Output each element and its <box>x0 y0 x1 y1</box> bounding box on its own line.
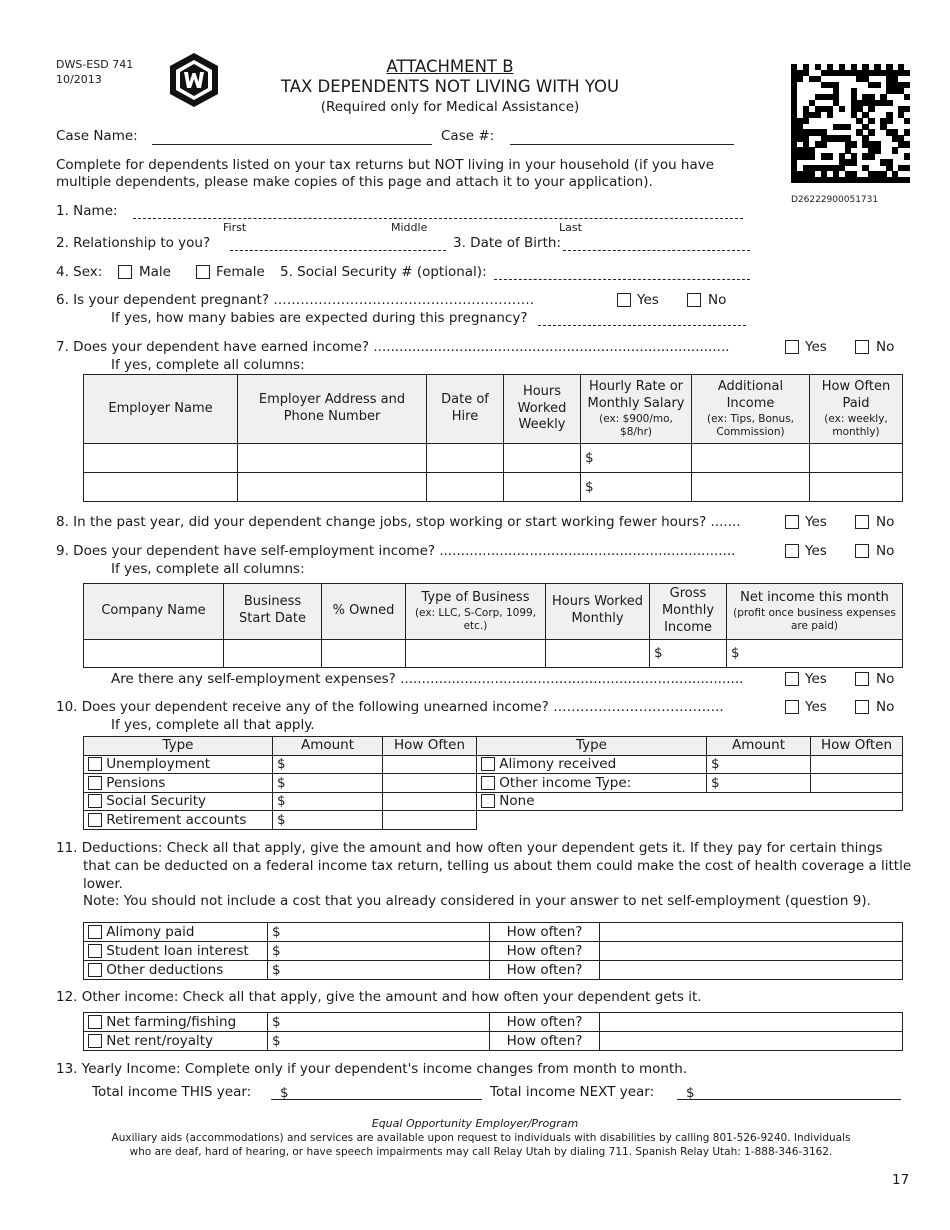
table-cell[interactable] <box>810 444 903 473</box>
retirement-checkbox[interactable] <box>88 813 102 827</box>
table-row <box>84 961 903 980</box>
table-cell[interactable] <box>238 473 427 502</box>
alimony-received-amount[interactable]: $ <box>707 755 811 774</box>
how-often-header: How Often <box>383 737 477 756</box>
percent-owned-header: % Owned <box>322 584 406 640</box>
date-of-hire-header: Date of Hire <box>427 375 504 444</box>
pensions-checkbox[interactable] <box>88 776 102 790</box>
net-income-header: Net income this month (profit once business expenses are paid) <box>727 584 903 640</box>
earned-income-yes-label: Yes <box>805 339 827 355</box>
retirement-often[interactable] <box>383 811 477 830</box>
pensions-often[interactable] <box>383 774 477 793</box>
net-rent-checkbox[interactable] <box>88 1034 102 1048</box>
case-number-field[interactable] <box>510 131 734 145</box>
page-note: (Required only for Medical Assistance) <box>320 99 580 115</box>
q1-label: 1. Name: <box>56 203 118 219</box>
unearned-no-label: No <box>876 699 895 715</box>
retirement-label: Retirement accounts <box>106 811 247 828</box>
alimony-paid-label: Alimony paid <box>106 924 195 940</box>
barcode-icon <box>791 64 910 182</box>
this-year-label: Total income THIS year: <box>92 1084 252 1100</box>
gross-monthly-header: Gross Monthly Income <box>650 584 727 640</box>
student-loan-checkbox[interactable] <box>88 944 102 958</box>
table-cell[interactable] <box>84 639 224 667</box>
table-row <box>477 792 903 811</box>
intro-line-1: Complete for dependents listed on your tax returns but NOT living in your household (if you have <box>56 157 715 173</box>
unearned-yes-checkbox[interactable] <box>785 700 799 714</box>
other-deductions-often[interactable] <box>600 961 903 980</box>
student-loan-often[interactable] <box>600 942 903 961</box>
sex-female-checkbox[interactable] <box>196 265 210 279</box>
unearned-income-table-left <box>83 736 477 830</box>
page-subtitle: TAX DEPENDENTS NOT LIVING WITH YOU <box>280 77 620 96</box>
q11-label: 11. Deductions: <box>56 840 163 856</box>
table-cell[interactable] <box>692 444 810 473</box>
other-income-table <box>83 1012 903 1051</box>
pensions-amount[interactable]: $ <box>273 774 383 793</box>
deductions-table <box>83 922 903 980</box>
type-header: Type <box>477 737 707 756</box>
other-deductions-amount[interactable]: $ <box>268 961 490 980</box>
page-title: ATTACHMENT B <box>386 57 514 76</box>
amount-header: Amount <box>707 737 811 756</box>
business-start-header: Business Start Date <box>224 584 322 640</box>
self-employment-yes-checkbox[interactable] <box>785 544 799 558</box>
table-cell[interactable] <box>322 639 406 667</box>
table-cell[interactable]: $ <box>727 639 903 667</box>
pensions-label: Pensions <box>106 774 166 791</box>
table-row <box>477 774 903 793</box>
table-row <box>84 444 903 473</box>
ssn-label: 5. Social Security # (optional): <box>280 264 487 280</box>
student-loan-amount[interactable]: $ <box>268 942 490 961</box>
q11-text-line-1: 11. Deductions: Check all that apply, give the amount and how often your dependent gets it. If they pay for certain things <box>56 840 883 856</box>
q11-text-line-2: that can be deducted on a federal income tax return, telling us about them could make the cost of health coverage a little <box>83 858 912 874</box>
table-cell[interactable]: $ <box>581 473 692 502</box>
alimony-paid-often[interactable] <box>600 923 903 942</box>
form-id: DWS-ESD 741 <box>56 58 134 71</box>
q6-followup-label: If yes, how many babies are expected during this pregnancy? <box>111 310 528 326</box>
self-employment-table <box>83 583 903 668</box>
q13-text: 13. Yearly Income: Complete only if your dependent's income changes from month to month. <box>56 1061 688 1077</box>
alimony-paid-checkbox[interactable] <box>88 925 102 939</box>
pregnant-yes-label: Yes <box>637 292 659 308</box>
table-cell[interactable] <box>692 473 810 502</box>
first-name-caption: First <box>223 221 247 234</box>
table-cell[interactable]: $ <box>650 639 727 667</box>
additional-income-header: Additional Income (ex: Tips, Bonus, Commission) <box>692 375 810 444</box>
table-cell[interactable] <box>546 639 650 667</box>
table-row <box>84 755 477 774</box>
unearned-income-table-right <box>476 736 903 811</box>
table-row <box>84 1032 903 1051</box>
type-header: Type <box>84 737 273 756</box>
dob-label: 3. Date of Birth: <box>453 235 561 251</box>
case-name-field[interactable] <box>152 131 432 145</box>
next-year-label: Total income NEXT year: <box>490 1084 655 1100</box>
none-label: None <box>499 793 535 810</box>
other-income-often[interactable] <box>811 774 903 793</box>
how-often-label: How often? <box>490 1032 600 1051</box>
alimony-paid-amount[interactable]: $ <box>268 923 490 942</box>
ssn-field[interactable] <box>494 266 750 280</box>
case-name-label: Case Name: <box>56 128 138 144</box>
footer-line-2: who are deaf, hard of hearing, or have speech impairments may call Relay Utah by dialing 711. Spanish Relay Utah: 1-888-346-3162. <box>129 1146 833 1158</box>
table-row <box>84 639 903 667</box>
table-cell[interactable] <box>504 444 581 473</box>
alimony-received-checkbox[interactable] <box>481 757 495 771</box>
other-deductions-checkbox[interactable] <box>88 963 102 977</box>
sex-male-checkbox[interactable] <box>118 265 132 279</box>
table-row <box>84 942 903 961</box>
table-cell[interactable] <box>810 473 903 502</box>
net-rent-label: Net rent/royalty <box>106 1033 214 1049</box>
q4-label: 4. Sex: <box>56 264 103 280</box>
babies-expected-field[interactable] <box>538 312 746 326</box>
pregnant-no-label: No <box>708 292 727 308</box>
social-security-amount[interactable]: $ <box>273 792 383 811</box>
unearned-no-checkbox[interactable] <box>855 700 869 714</box>
middle-name-caption: Middle <box>391 221 428 234</box>
q6-label: 6. Is your dependent pregnant? …………………………………………………. <box>56 292 535 308</box>
dependent-name-field[interactable] <box>133 205 743 219</box>
earned-income-no-checkbox[interactable] <box>855 340 869 354</box>
unemployment-amount[interactable]: $ <box>273 755 383 774</box>
business-type-header: Type of Business (ex: LLC, S-Corp, 1099, etc.) <box>406 584 546 640</box>
q13-label: 13. Yearly Income: <box>56 1061 181 1077</box>
table-row <box>84 923 903 942</box>
how-often-label: How often? <box>490 923 600 942</box>
agency-logo-icon <box>168 52 220 108</box>
net-farming-checkbox[interactable] <box>88 1015 102 1029</box>
amount-header: Amount <box>273 737 383 756</box>
how-often-label: How often? <box>490 942 600 961</box>
hourly-rate-header: Hourly Rate or Monthly Salary (ex: $900/mo, $8/hr) <box>581 375 692 444</box>
next-year-field[interactable]: $ <box>677 1086 901 1100</box>
job-change-yes-label: Yes <box>805 514 827 530</box>
q10-followup-label: If yes, complete all that apply. <box>111 717 315 733</box>
unemployment-checkbox[interactable] <box>88 757 102 771</box>
social-security-checkbox[interactable] <box>88 794 102 808</box>
q7-followup-label: If yes, complete all columns: <box>111 357 305 373</box>
unemployment-often[interactable] <box>383 755 477 774</box>
net-farming-amount[interactable]: $ <box>268 1013 490 1032</box>
other-income-checkbox[interactable] <box>481 776 495 790</box>
how-often-header: How Often <box>811 737 903 756</box>
net-farming-often[interactable] <box>600 1013 903 1032</box>
table-row <box>84 811 477 830</box>
pregnant-no-checkbox[interactable] <box>687 293 701 307</box>
job-change-no-label: No <box>876 514 895 530</box>
table-cell[interactable] <box>504 473 581 502</box>
company-name-header: Company Name <box>84 584 224 640</box>
other-income-label: Other income Type: <box>499 774 632 791</box>
job-change-yes-checkbox[interactable] <box>785 515 799 529</box>
expenses-yes-label: Yes <box>805 671 827 687</box>
barcode-text: D26222900051731 <box>791 195 879 205</box>
this-year-field[interactable]: $ <box>271 1086 482 1100</box>
last-name-caption: Last <box>559 221 582 234</box>
table-row <box>84 792 477 811</box>
pregnant-yes-checkbox[interactable] <box>617 293 631 307</box>
expenses-no-label: No <box>876 671 895 687</box>
how-often-paid-header: How Often Paid (ex: weekly, monthly) <box>810 375 903 444</box>
q9-followup-label: If yes, complete all columns: <box>111 561 305 577</box>
retirement-amount[interactable]: $ <box>273 811 383 830</box>
student-loan-label: Student loan interest <box>106 943 249 959</box>
earned-income-no-label: No <box>876 339 895 355</box>
expenses-yes-checkbox[interactable] <box>785 672 799 686</box>
q10-label: 10. Does your dependent receive any of the following unearned income? ……………………………….. <box>56 699 724 715</box>
q8-label: 8. In the past year, did your dependent change jobs, stop working or start working fewer hours? ....... <box>56 514 741 530</box>
social-security-label: Social Security <box>106 793 207 810</box>
table-cell[interactable] <box>238 444 427 473</box>
table-row <box>84 774 477 793</box>
alimony-received-often[interactable] <box>811 755 903 774</box>
table-cell[interactable] <box>427 444 504 473</box>
sex-male-label: Male <box>139 264 171 280</box>
table-cell[interactable] <box>84 444 238 473</box>
dob-field[interactable] <box>563 237 750 251</box>
footer-line-1: Auxiliary aids (accommodations) and services are available upon request to individuals with disabilities by calling 801-526-9240. Individuals <box>111 1132 851 1144</box>
earned-income-table <box>83 374 903 502</box>
self-employment-no-checkbox[interactable] <box>855 544 869 558</box>
table-cell[interactable] <box>84 473 238 502</box>
net-rent-often[interactable] <box>600 1032 903 1051</box>
hours-monthly-header: Hours Worked Monthly <box>546 584 650 640</box>
table-cell[interactable] <box>224 639 322 667</box>
job-change-no-checkbox[interactable] <box>855 515 869 529</box>
employer-name-header: Employer Name <box>84 375 238 444</box>
eoe-statement: Equal Opportunity Employer/Program <box>371 1117 579 1130</box>
how-often-label: How often? <box>490 1013 600 1032</box>
net-farming-label: Net farming/fishing <box>106 1014 237 1030</box>
earned-income-yes-checkbox[interactable] <box>785 340 799 354</box>
table-row <box>477 755 903 774</box>
hours-weekly-header: Hours Worked Weekly <box>504 375 581 444</box>
page-number: 17 <box>892 1172 910 1188</box>
table-row <box>84 1013 903 1032</box>
q9-label: 9. Does your dependent have self-employment income? ..................................................................... <box>56 543 736 559</box>
table-cell[interactable] <box>406 639 546 667</box>
alimony-received-label: Alimony received <box>499 756 617 773</box>
employer-address-header: Employer Address and Phone Number <box>238 375 427 444</box>
other-deductions-label: Other deductions <box>106 962 224 978</box>
self-employment-no-label: No <box>876 543 895 559</box>
social-security-often[interactable] <box>383 792 477 811</box>
expenses-label: Are there any self-employment expenses? ................................................................................ <box>111 671 744 687</box>
q11-text-line-3: lower. <box>83 876 123 892</box>
expenses-no-checkbox[interactable] <box>855 672 869 686</box>
q12-label: 12. Other income: <box>56 989 179 1005</box>
net-rent-amount[interactable]: $ <box>268 1032 490 1051</box>
q7-label: 7. Does your dependent have earned income? ................................................................................... <box>56 339 730 355</box>
q2-label: 2. Relationship to you? <box>56 235 211 251</box>
case-number-label: Case #: <box>441 128 495 144</box>
other-income-amount[interactable]: $ <box>707 774 811 793</box>
q12-text: 12. Other income: Check all that apply, give the amount and how often your dependent gets it. <box>56 989 702 1005</box>
table-row <box>84 473 903 502</box>
intro-line-2: multiple dependents, please make copies of this page and attach it to your application). <box>56 174 653 190</box>
none-checkbox[interactable] <box>481 794 495 808</box>
relationship-field[interactable] <box>230 237 446 251</box>
self-employment-yes-label: Yes <box>805 543 827 559</box>
table-cell[interactable]: $ <box>581 444 692 473</box>
how-often-label: How often? <box>490 961 600 980</box>
sex-female-label: Female <box>216 264 265 280</box>
q11-note: Note: You should not include a cost that you already considered in your answer to net self-employment (question 9). <box>83 893 871 909</box>
form-date: 10/2013 <box>56 73 102 86</box>
unemployment-label: Unemployment <box>106 756 211 773</box>
unearned-yes-label: Yes <box>805 699 827 715</box>
table-cell[interactable] <box>427 473 504 502</box>
